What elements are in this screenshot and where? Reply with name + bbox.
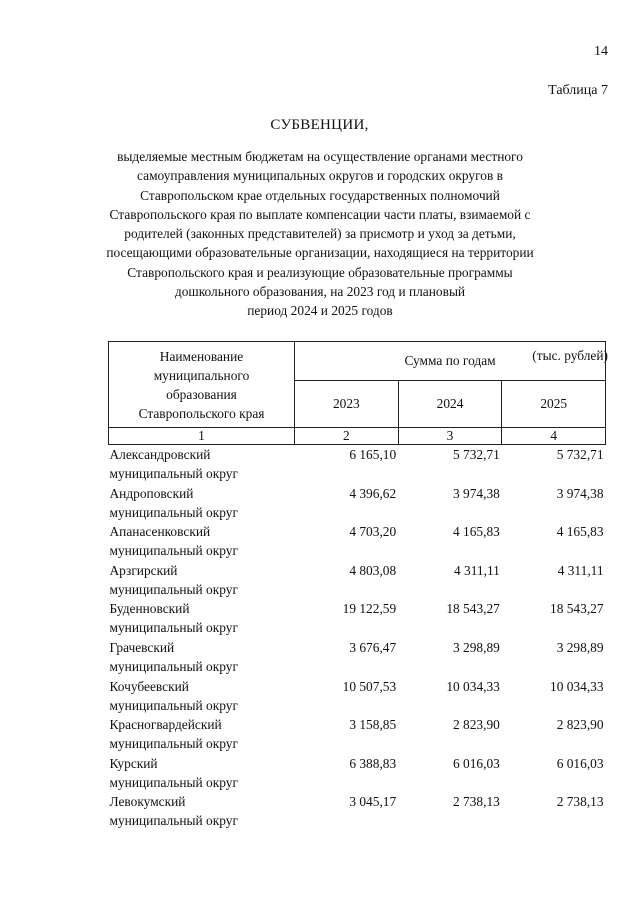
subtitle-line: самоуправления муниципальных округов и городских округов в bbox=[137, 168, 503, 184]
column-number: 1 bbox=[109, 428, 295, 445]
value-2024: 3 974,38 bbox=[453, 485, 500, 501]
municipality-name bbox=[109, 638, 295, 677]
name-line: муниципальный округ bbox=[109, 581, 238, 597]
page-number: 14 bbox=[594, 44, 608, 59]
name-line: Андроповский bbox=[109, 485, 194, 501]
units-label: (тыс. рублей) bbox=[532, 348, 608, 363]
name-line: муниципальный округ bbox=[109, 658, 238, 674]
document-title: СУБВЕНЦИИ, bbox=[270, 117, 369, 133]
column-number: 2 bbox=[295, 428, 399, 445]
name-line: муниципальный округ bbox=[109, 466, 238, 481]
subtitle-line: выделяемые местным бюджетам на осуществление органами местного bbox=[117, 149, 523, 164]
subtitle-line: Ставропольского края и реализующие образовательные программы bbox=[127, 264, 513, 280]
table-row bbox=[109, 754, 606, 793]
name-line: Арзгирский bbox=[109, 562, 178, 578]
document-subtitle bbox=[100, 147, 540, 321]
name-line: Грачевский bbox=[109, 639, 175, 655]
value-2024: 6 016,03 bbox=[453, 755, 500, 771]
value-2023: 3 045,17 bbox=[349, 794, 397, 810]
value-2024: 4 311,11 bbox=[454, 562, 500, 578]
table-row bbox=[109, 638, 606, 677]
name-line: муниципальный округ bbox=[109, 813, 238, 829]
header-year: 2025 bbox=[502, 381, 606, 428]
name-line: Александровский bbox=[109, 447, 211, 462]
value-2023: 3 676,47 bbox=[349, 639, 397, 655]
subtitle-line: посещающими образовательные организации, находящиеся на территории bbox=[106, 245, 534, 261]
name-line: Левокумский bbox=[109, 794, 186, 810]
header-name-line: Наименование bbox=[159, 348, 244, 364]
value-2025: 3 298,89 bbox=[556, 639, 604, 655]
subtitle-line: Ставропольского края по выплате компенсации части платы, взимаемой с bbox=[109, 206, 531, 222]
value-2025: 3 974,38 bbox=[556, 485, 604, 501]
subtitle-line: дошкольного образования, на 2023 год и плановый bbox=[174, 284, 466, 300]
value-2024: 10 034,33 bbox=[446, 678, 500, 694]
table-row bbox=[109, 599, 606, 638]
name-line: муниципальный округ bbox=[109, 620, 238, 636]
name-line: муниципальный округ bbox=[109, 697, 238, 713]
table-row bbox=[109, 445, 606, 484]
name-line: муниципальный округ bbox=[109, 504, 238, 520]
value-2023: 6 165,10 bbox=[349, 447, 397, 462]
table-row bbox=[109, 715, 606, 754]
value-2025: 5 732,71 bbox=[556, 447, 604, 462]
municipality-name bbox=[109, 715, 295, 754]
header-year: 2023 bbox=[295, 381, 399, 428]
value-2023: 4 803,08 bbox=[349, 562, 397, 578]
value-2023: 4 396,62 bbox=[349, 485, 397, 501]
header-year: 2024 bbox=[398, 381, 502, 428]
municipality-name bbox=[109, 561, 295, 600]
municipality-name bbox=[109, 677, 295, 716]
subventions-table bbox=[108, 341, 606, 831]
name-line: Буденновский bbox=[109, 601, 190, 617]
municipality-name bbox=[109, 754, 295, 793]
column-number: 3 bbox=[398, 428, 502, 445]
name-line: Курский bbox=[109, 755, 158, 771]
column-number-row bbox=[109, 428, 606, 445]
table-row bbox=[109, 522, 606, 561]
table-row bbox=[109, 792, 606, 831]
value-2024: 3 298,89 bbox=[453, 639, 500, 655]
subtitle-line: период 2024 и 2025 годов bbox=[247, 303, 393, 319]
name-line: муниципальный округ bbox=[109, 736, 238, 752]
value-2023: 19 122,59 bbox=[342, 601, 397, 617]
value-2025: 10 034,33 bbox=[550, 678, 604, 694]
subtitle-line: родителей (законных представителей) за присмотр и уход за детьми, bbox=[124, 226, 516, 242]
table-label: Таблица 7 bbox=[548, 83, 608, 98]
header-name-line: Ставропольского края bbox=[138, 405, 265, 421]
municipality-name bbox=[109, 599, 295, 638]
column-number: 4 bbox=[502, 428, 606, 445]
municipality-name bbox=[109, 792, 295, 831]
value-2023: 6 388,83 bbox=[349, 755, 397, 771]
name-line: муниципальный округ bbox=[109, 774, 238, 790]
name-line: муниципальный округ bbox=[109, 543, 238, 559]
value-2023: 3 158,85 bbox=[349, 717, 397, 733]
value-2025: 4 165,83 bbox=[556, 524, 604, 540]
value-2025: 4 311,11 bbox=[557, 562, 604, 578]
value-2025: 6 016,03 bbox=[556, 755, 604, 771]
municipality-name bbox=[109, 445, 295, 484]
name-line: Красногвардейский bbox=[109, 717, 222, 733]
value-2024: 5 732,71 bbox=[453, 447, 500, 462]
name-line: Кочубеевский bbox=[109, 678, 189, 694]
value-2024: 2 823,90 bbox=[453, 717, 500, 733]
municipality-name bbox=[109, 484, 295, 523]
value-2024: 2 738,13 bbox=[453, 794, 500, 810]
value-2025: 18 543,27 bbox=[550, 601, 604, 617]
table-row bbox=[109, 484, 606, 523]
municipality-name bbox=[109, 522, 295, 561]
value-2025: 2 738,13 bbox=[556, 794, 604, 810]
header-name-line: муниципального bbox=[153, 367, 250, 383]
value-2024: 18 543,27 bbox=[446, 601, 500, 617]
header-municipality bbox=[109, 342, 295, 428]
value-2023: 4 703,20 bbox=[349, 524, 397, 540]
header-sum-by-years: Сумма по годам bbox=[295, 342, 606, 381]
value-2025: 2 823,90 bbox=[556, 717, 604, 733]
value-2024: 4 165,83 bbox=[453, 524, 500, 540]
header-name-line: образования bbox=[166, 386, 237, 402]
name-line: Апанасенковский bbox=[109, 524, 211, 540]
table-row bbox=[109, 561, 606, 600]
value-2023: 10 507,53 bbox=[342, 678, 397, 694]
table-row bbox=[109, 677, 606, 716]
subtitle-line: Ставропольском крае отдельных государственных полномочий bbox=[140, 187, 500, 203]
